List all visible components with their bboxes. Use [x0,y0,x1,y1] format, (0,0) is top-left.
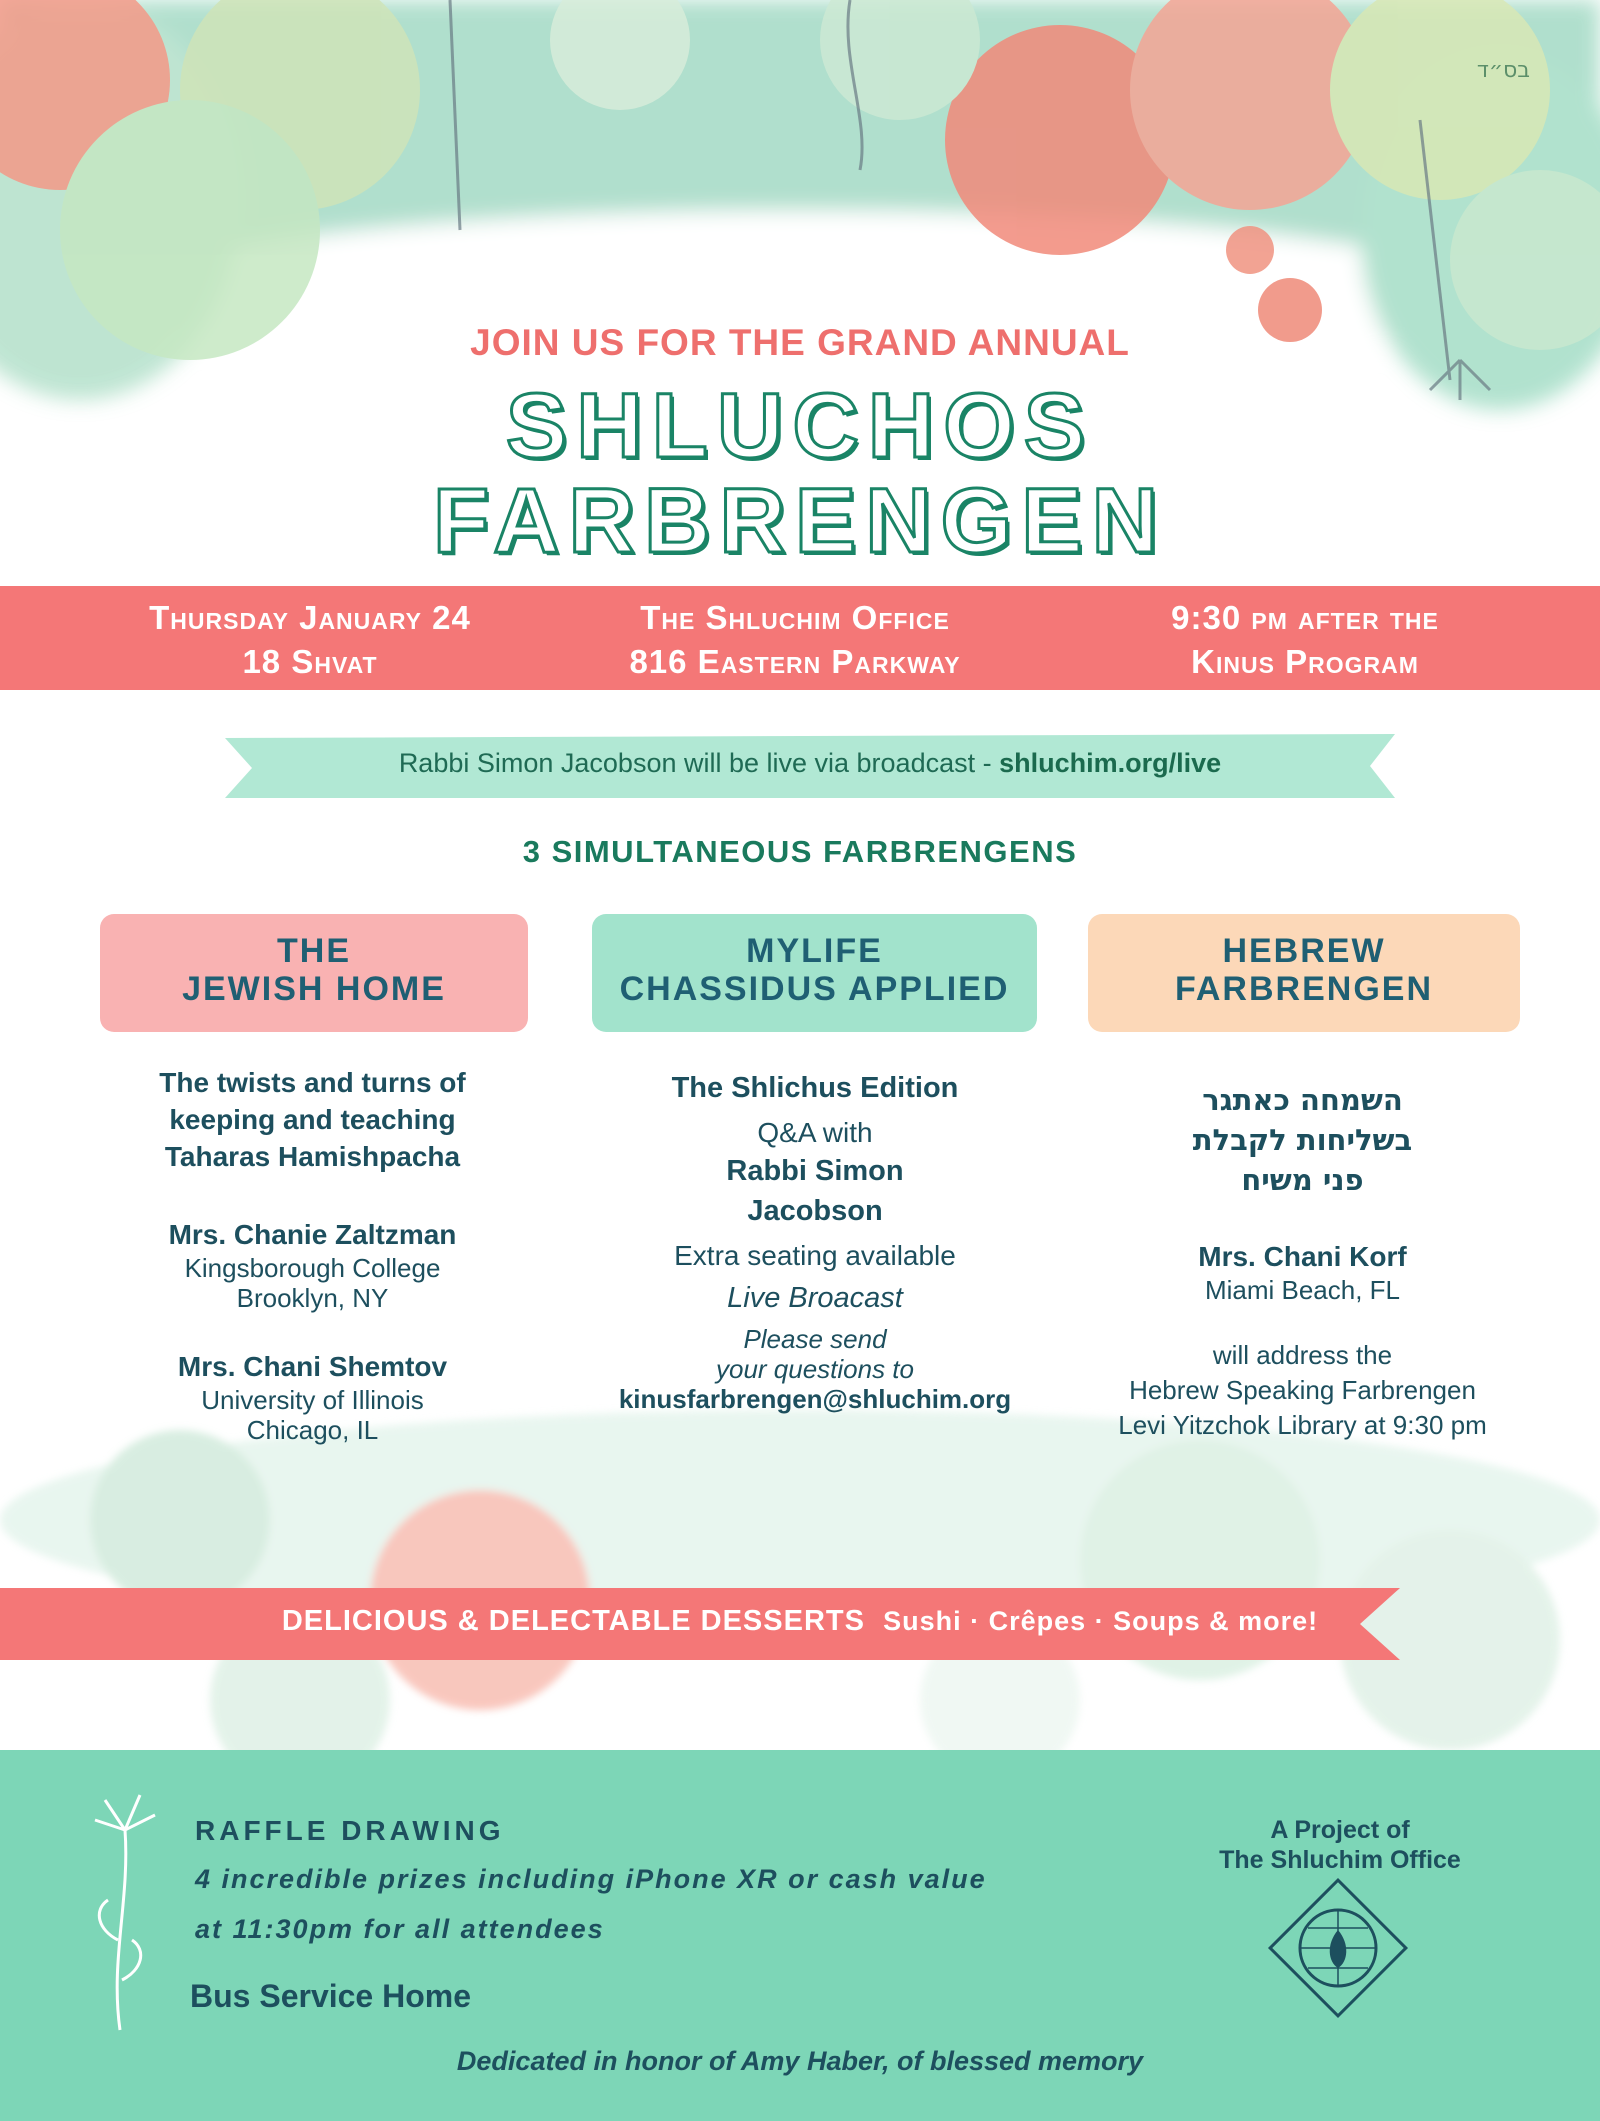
speaker-name: Mrs. Chani Shemtov [177,1351,448,1382]
desserts-banner [0,1605,1600,1638]
desserts-label: DELICIOUS & DELECTABLE DESSERTS [281,1605,865,1637]
bsd-mark: בס״ד [1476,58,1530,83]
hebrew-date-line: 18 Shvat [242,643,378,680]
speaker-affiliation: University of Illinois [201,1385,424,1415]
speaker-location: Miami Beach, FL [1204,1275,1401,1305]
title-line-1: SHLUCHOS [505,375,1095,477]
location-address: 816 Eastern Parkway [629,643,961,680]
jewish-home-title [100,932,528,1008]
questions-email-link[interactable]: kinusfarbrengen@shluchim.org [618,1384,1012,1414]
hebrew-farbrengen-title [1088,932,1520,1008]
live-broadcast-label: Live Broacast [727,1282,903,1314]
title-line: FARBRENGEN [1174,970,1434,1008]
raffle-title: RAFFLE DRAWING [195,1815,505,1846]
bus-service: Bus Service Home [190,1978,472,2014]
topic-line: The twists and turns of [159,1067,466,1098]
title-line: THE [277,932,351,970]
broadcast-text [225,748,1395,779]
hebrew-topic-line: פני משיח [1241,1163,1364,1197]
mylife-content [570,1068,1060,1414]
speaker-zaltzman [90,1216,535,1313]
date-line: Thursday January 24 [149,599,471,636]
address-line: Hebrew Speaking Farbrengen [1129,1375,1476,1405]
speaker-korf [1070,1238,1535,1305]
project-credit [1160,1815,1520,1875]
title-line: CHASSIDUS APPLIED [619,970,1010,1008]
topic-line: Taharas Hamishpacha [164,1141,461,1172]
title-line: MYLIFE [746,932,883,970]
title-line: JEWISH HOME [182,970,446,1008]
edition-title: The Shlichus Edition [671,1072,959,1104]
speaker-name: Rabbi Simon [726,1155,904,1187]
time-detail: Kinus Program [1191,643,1419,680]
event-date [60,596,560,684]
desserts-items: Sushi · Crêpes · Soups & more! [883,1606,1319,1636]
speaker-name: Mrs. Chani Korf [1198,1241,1407,1272]
address-line: will address the [1212,1340,1393,1370]
simultaneous-heading: 3 SIMULTANEOUS FARBRENGENS [522,834,1078,869]
title-line: HEBREW [1222,932,1386,970]
speaker-location: Brooklyn, NY [236,1283,389,1313]
event-location [545,596,1045,684]
join-us-heading: JOIN US FOR THE GRAND ANNUAL [470,322,1130,363]
time-line: 9:30 pm after the [1171,599,1439,636]
mylife-title [592,932,1037,1008]
qa-label: Q&A with [757,1117,873,1148]
event-time [1055,596,1555,684]
dedication: Dedicated in honor of Amy Haber, of blessed memory [456,2046,1144,2076]
broadcast-message: Rabbi Simon Jacobson will be live via broadcast - [398,748,1000,778]
address-line: Levi Yitzchok Library at 9:30 pm [1118,1410,1487,1440]
hebrew-topic [1070,1080,1535,1200]
broadcast-link[interactable]: shluchim.org/live [999,748,1222,778]
location-name: The Shluchim Office [640,599,950,636]
project-line: A Project of [1270,1816,1410,1844]
send-line: Please send [743,1324,887,1354]
speaker-shemtov [90,1348,535,1445]
speaker-location: Chicago, IL [246,1415,379,1445]
speaker-name: Jacobson [747,1195,883,1227]
jewish-home-topic [90,1064,535,1175]
raffle-prizes: 4 incredible prizes including iPhone XR or cash value [195,1864,987,1894]
topic-line: keeping and teaching [169,1104,456,1135]
hebrew-topic-line: בשליחות לקבלת [1192,1123,1413,1157]
speaker-name: Mrs. Chanie Zaltzman [168,1219,457,1250]
project-org: The Shluchim Office [1219,1846,1461,1874]
send-line: your questions to [715,1354,914,1384]
title-line-2: FARBRENGEN [432,470,1168,572]
seating-note: Extra seating available [674,1240,956,1271]
raffle-time: at 11:30pm for all attendees [195,1914,605,1944]
hebrew-topic-line: השמחה כאתגר [1202,1083,1403,1117]
hebrew-address-info [1070,1338,1535,1443]
speaker-affiliation: Kingsborough College [184,1253,441,1283]
